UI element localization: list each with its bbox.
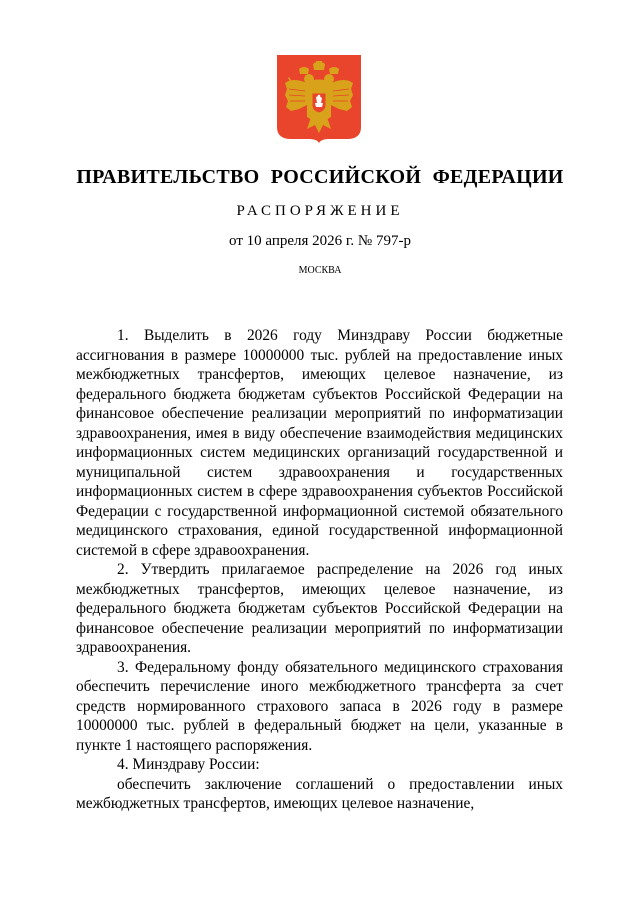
government-title: ПРАВИТЕЛЬСТВО РОССИЙСКОЙ ФЕДЕРАЦИИ [76,166,564,188]
document-city: МОСКВА [298,265,342,276]
russian-coat-of-arms-icon [277,55,361,143]
document-type-heading: РАСПОРЯЖЕНИЕ [236,203,404,219]
paragraph-4-subitem: обеспечить заключение соглашений о предоставлении иных межбюджетных трансфертов, имеющих целевое назначение, [76,775,563,812]
paragraph-3: 3. Федеральному фонду обязательного медицинского страхования обеспечить перечисление иного межбюджетного трансферта за счет средств нормированного страхового запаса в 2026 году в размере 10000000 тыс. рублей в федеральный бюджет на цели, указанные в пункте 1 настоящего распоряжения. [76,658,563,754]
document-date-number: от 10 апреля 2026 г. № 797-р [229,233,411,249]
paragraph-2: 2. Утвердить прилагаемое распределение на 2026 год иных межбюджетных трансфертов, имеющих целевое назначение, из федерального бюджета бюджетам субъектов Российской Федерации на финансовое обеспечение реализации мероприятий по информатизации здравоохранения. [76,561,563,656]
paragraph-1: 1. Выделить в 2026 году Минздраву России бюджетные ассигнования в размере 10000000 тыс. рублей на предоставление иных межбюджетных трансфертов, имеющих целевое назначение, из федерального бюджета бюджетам субъектов Российской Федерации на финансовое обеспечение реализации мероприятий по информатизации здравоохранения, имея в виду обеспечение взаимодействия медицинских информационных систем медицинских организаций государственной и муниципальной систем здравоохранения и государственных информационных систем в сфере здравоохранения субъектов Российской Федерации с государственной информационной системой обязательного медицинского страхования, единой государственной информационной системой в сфере здравоохранения. [76,327,563,559]
paragraph-4-heading: 4. Минздраву России: [117,756,260,773]
document-body [76,326,563,814]
